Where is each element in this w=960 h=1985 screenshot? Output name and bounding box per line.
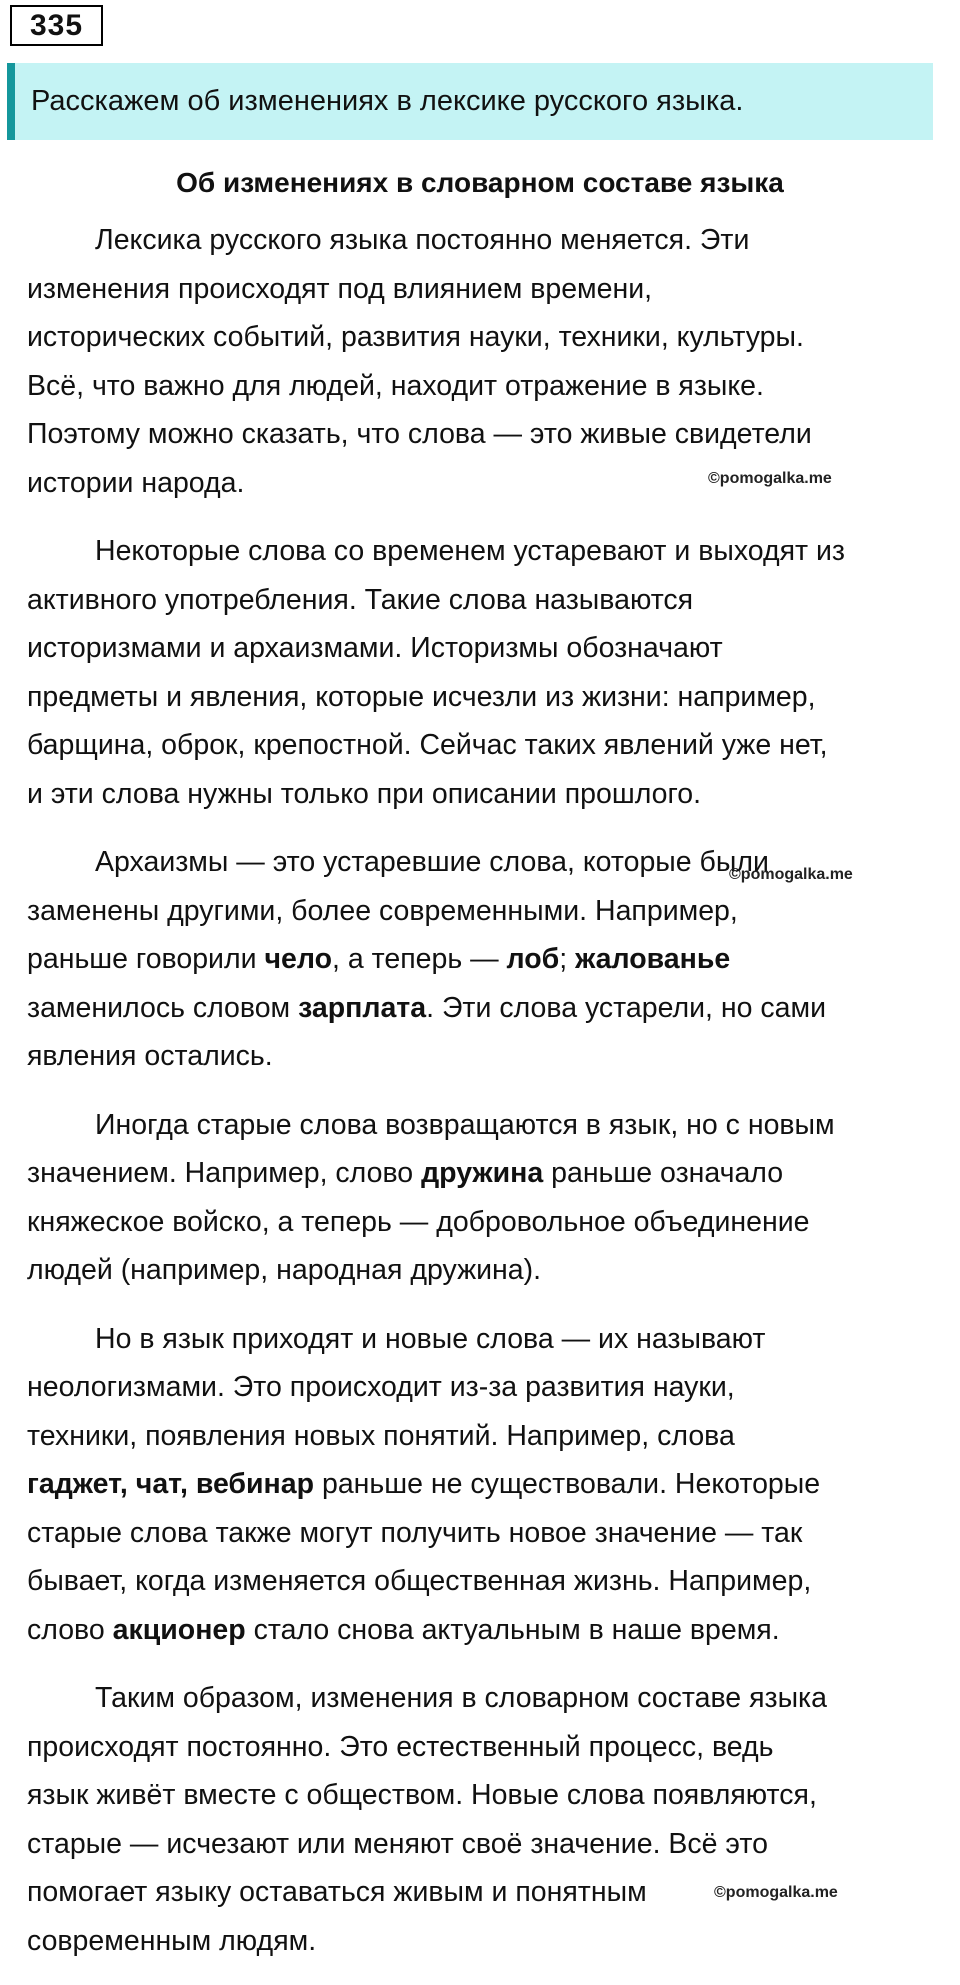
text-segment: Всё, что важно для людей, находит отражение в языке. [27, 369, 764, 402]
text-line [27, 673, 957, 722]
text-title: Об изменениях в словарном составе языка [176, 167, 784, 198]
text-segment: помогает языку оставаться живым и понятным [27, 1876, 647, 1908]
text-segment: , а теперь — [332, 943, 507, 975]
text-line [27, 887, 957, 936]
paragraph [27, 1101, 957, 1295]
text-segment: заменены другими, более современными. Например, [27, 894, 738, 927]
text-line [27, 1315, 957, 1364]
text-line [27, 1606, 957, 1655]
text-segment: явления остались. [27, 1040, 273, 1072]
text-line [27, 1101, 957, 1150]
bold-word: гаджет, чат, вебинар [27, 1468, 315, 1500]
text-line [27, 1149, 957, 1198]
text-line [27, 770, 957, 819]
text-segment: барщина, оброк, крепостной. Сейчас таких явлений уже нет, [27, 729, 828, 761]
text-segment: заменилось словом [27, 991, 299, 1024]
text-segment: исторических событий, развития науки, техники, культуры. [27, 321, 804, 353]
text-segment: . Эти слова устарели, но сами [426, 991, 826, 1024]
text-line [27, 362, 957, 411]
watermark: ©pomogalka.me [708, 470, 832, 487]
text-line [27, 721, 957, 770]
watermark: ©pomogalka.me [729, 866, 853, 883]
text-line [27, 1198, 957, 1247]
text-line [27, 265, 957, 314]
paragraph [27, 527, 957, 818]
text-line [27, 527, 957, 576]
text-segment: истории народа. [27, 466, 245, 499]
text-segment: старые — исчезают или меняют своё значение. Всё это [27, 1827, 768, 1860]
text-segment: техники, появления новых понятий. Например, слова [27, 1419, 735, 1452]
text-segment: Поэтому можно сказать, что слова — это живые свидетели [27, 418, 812, 450]
text-line [27, 935, 957, 984]
text-line [27, 1557, 957, 1606]
text-line [27, 1509, 957, 1558]
text-line [27, 1363, 957, 1412]
text-line [27, 313, 957, 362]
text-segment: предметы и явления, которые исчезли из жизни: например, [27, 680, 816, 713]
bold-word: акционер [112, 1613, 246, 1646]
text-line [27, 624, 957, 673]
text-segment: раньше говорили [27, 943, 265, 975]
paragraph [27, 1315, 957, 1655]
text-segment: раньше не существовали. Некоторые [314, 1468, 821, 1500]
text-segment: историзмами и архаизмами. Историзмы обозначают [27, 632, 723, 664]
text-line [27, 1246, 957, 1295]
text-segment: княжеское войско, а теперь — добровольное объединение [27, 1205, 810, 1238]
text-segment: язык живёт вместе с обществом. Новые слова появляются, [27, 1779, 817, 1811]
text-segment: Некоторые слова со временем устаревают и выходят из [95, 535, 845, 567]
text-line [27, 1771, 957, 1820]
text-segment: Но в язык приходят и новые слова — их называют [95, 1322, 766, 1355]
text-segment: неологизмами. Это происходит из-за развития науки, [27, 1371, 735, 1403]
bold-word: жалованье [575, 943, 731, 975]
text-line [27, 576, 957, 625]
text-segment: Архаизмы — это устаревшие слова, которые были [95, 846, 769, 878]
text-line [27, 1820, 957, 1869]
text-segment: раньше означало [543, 1157, 784, 1189]
exercise-number: 335 [10, 5, 103, 46]
text-line [27, 1412, 957, 1461]
text-line [27, 1917, 957, 1966]
text-segment: современным людям. [27, 1924, 317, 1957]
bold-word: зарплата [298, 991, 427, 1024]
text-line [27, 216, 957, 265]
task-text: Расскажем об изменениях в лексике русского языка. [31, 85, 744, 117]
text-line [27, 1674, 957, 1723]
text-segment: Таким образом, изменения в словарном составе языка [95, 1682, 827, 1714]
text-segment: старые слова также могут получить новое значение — так [27, 1516, 803, 1549]
text-line [27, 1460, 957, 1509]
text-segment: активного употребления. Такие слова называются [27, 583, 694, 616]
text-line [27, 410, 957, 459]
text-segment: происходят постоянно. Это естественный процесс, ведь [27, 1730, 774, 1763]
text-segment: Иногда старые слова возвращаются в язык, но с новым [95, 1108, 835, 1141]
text-segment: ; [559, 943, 576, 975]
bold-word: чело [264, 943, 332, 975]
text-line [27, 984, 957, 1033]
text-segment: Лексика русского языка постоянно меняется. Эти [95, 224, 750, 256]
bold-word: дружина [421, 1157, 544, 1189]
task-banner [7, 63, 933, 140]
bold-word: лоб [506, 943, 560, 975]
text-segment: бывает, когда изменяется общественная жизнь. Например, [27, 1565, 812, 1597]
text-segment: изменения происходят под влиянием времени, [27, 272, 653, 305]
text-segment: слово [27, 1613, 113, 1646]
paragraph [27, 216, 957, 507]
paragraph [27, 1674, 957, 1965]
watermark: ©pomogalka.me [714, 1884, 838, 1901]
text-line [27, 1032, 957, 1081]
text-segment: людей (например, народная дружина). [27, 1254, 542, 1286]
text-segment: и эти слова нужны только при описании прошлого. [27, 777, 702, 810]
text-segment: стало снова актуальным в наше время. [245, 1613, 780, 1646]
text-line [27, 1723, 957, 1772]
text-segment: значением. Например, слово [27, 1157, 422, 1189]
